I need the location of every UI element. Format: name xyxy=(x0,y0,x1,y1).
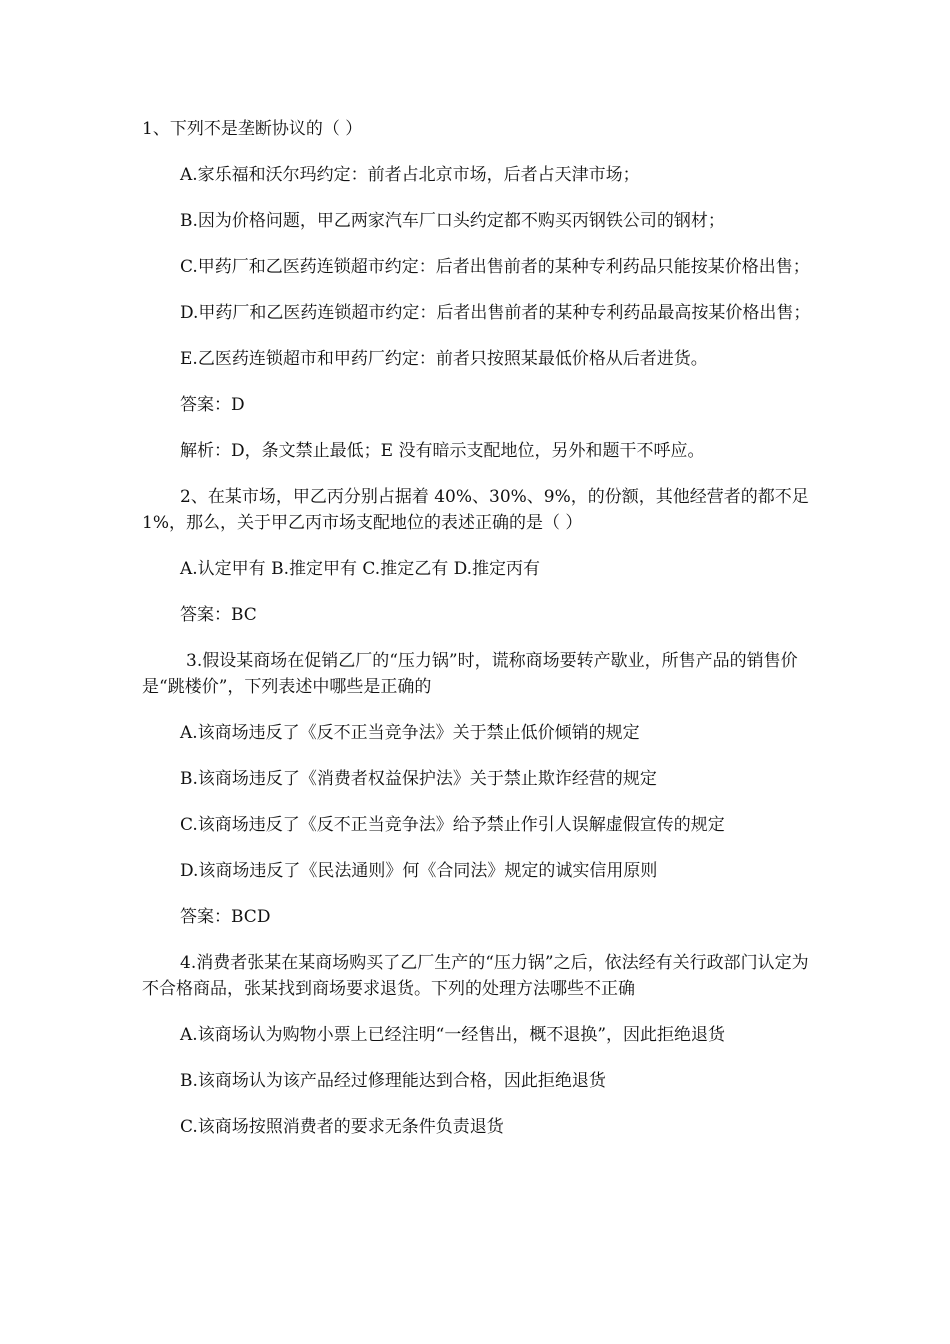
question-1-option-b: B.因为价格问题，甲乙两家汽车厂口头约定都不购买丙钢铁公司的钢材； xyxy=(180,211,725,231)
question-1-option-c: C.甲药厂和乙医药连锁超市约定：后者出售前者的某种专利药品只能按某价格出售； xyxy=(180,257,810,277)
question-1-explanation: 解析：D，条文禁止最低；E 没有暗示支配地位，另外和题干不呼应。 xyxy=(180,441,705,461)
question-3-stem: 3.假设某商场在促销乙厂的“压力锅”时，谎称商场要转产歇业，所售产品的销售价是“跳楼价”，下列表述中哪些是正确的 xyxy=(142,651,798,697)
question-4-option-c: C.该商场按照消费者的要求无条件负责退货 xyxy=(180,1117,504,1137)
question-1-option-a: A.家乐福和沃尔玛约定：前者占北京市场，后者占天津市场； xyxy=(180,165,640,185)
question-2-options: A.认定甲有 B.推定甲有 C.推定乙有 D.推定丙有 xyxy=(180,559,541,579)
question-1-option-d: D.甲药厂和乙医药连锁超市约定：后者出售前者的某种专利药品最高按某价格出售； xyxy=(180,303,811,323)
question-3-answer: 答案：BCD xyxy=(180,907,271,927)
question-3-option-d: D.该商场违反了《民法通则》何《合同法》规定的诚实信用原则 xyxy=(180,861,658,881)
question-2-answer: 答案：BC xyxy=(180,605,257,625)
question-3-option-c: C.该商场违反了《反不正当竞争法》给予禁止作引人误解虚假宣传的规定 xyxy=(180,815,725,835)
question-3-option-a: A.该商场违反了《反不正当竞争法》关于禁止低价倾销的规定 xyxy=(180,723,640,743)
question-4-option-a: A.该商场认为购物小票上已经注明“一经售出，概不退换”，因此拒绝退货 xyxy=(180,1025,726,1045)
question-1-stem: 1、下列不是垄断协议的（ ） xyxy=(142,119,363,139)
question-4-stem: 4.消费者张某在某商场购买了乙厂生产的“压力锅”之后，依法经有关行政部门认定为不合格商品，张某找到商场要求退货。下列的处理方法哪些不正确 xyxy=(142,953,809,999)
question-2-stem: 2、在某市场，甲乙丙分别占据着 40%、30%、9%，的份额，其他经营者的都不足 1%，那么，关于甲乙丙市场支配地位的表述正确的是（ ） xyxy=(142,487,809,533)
document-body xyxy=(142,116,812,1160)
question-1-answer: 答案：D xyxy=(180,395,245,415)
question-4-option-b: B.该商场认为该产品经过修理能达到合格，因此拒绝退货 xyxy=(180,1071,606,1091)
question-3-option-b: B.该商场违反了《消费者权益保护法》关于禁止欺诈经营的规定 xyxy=(180,769,657,789)
question-1-option-e: E.乙医药连锁超市和甲药厂约定：前者只按照某最低价格从后者进货。 xyxy=(180,349,708,369)
